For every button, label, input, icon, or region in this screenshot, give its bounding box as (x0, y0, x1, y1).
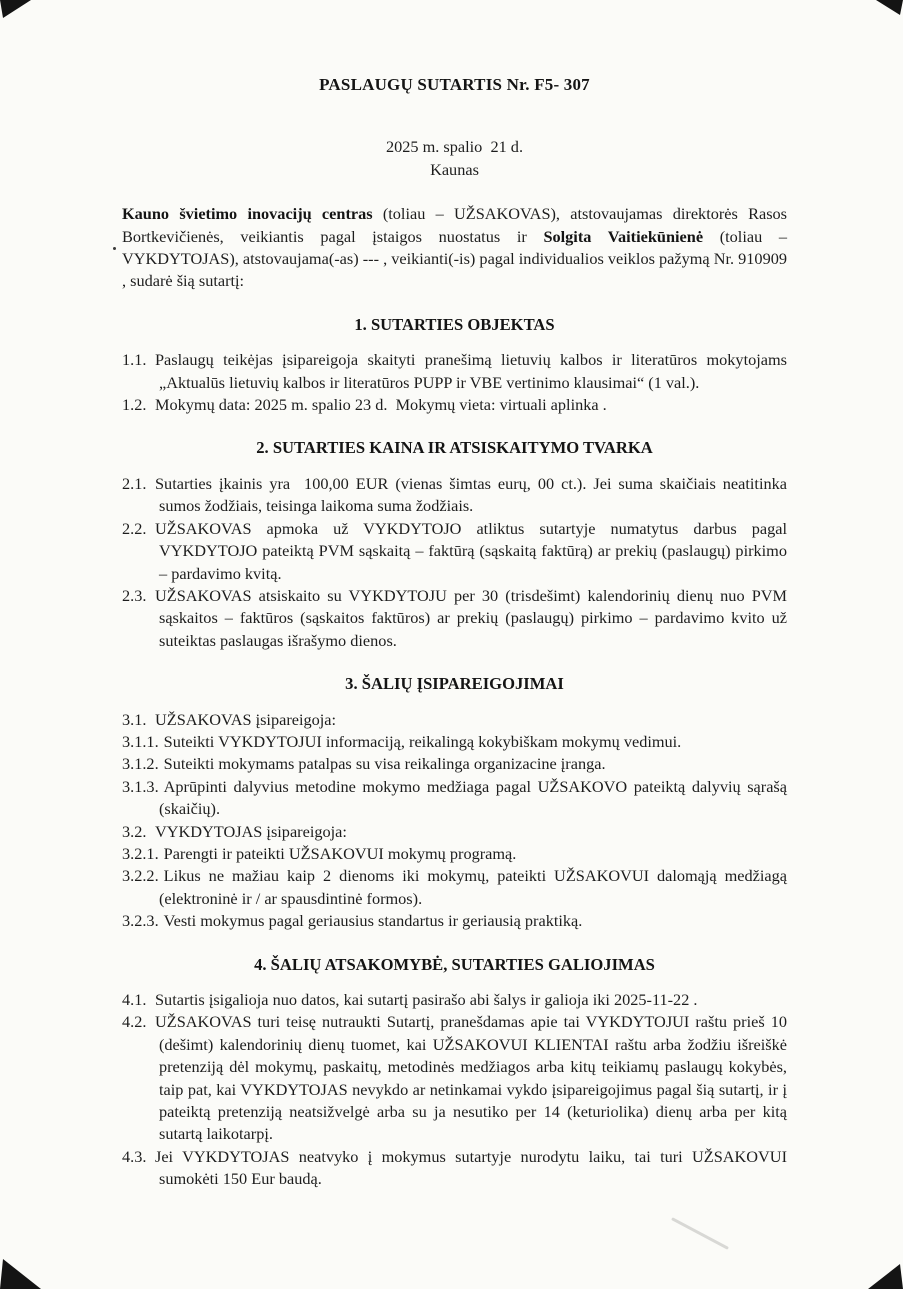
clause (122, 776, 787, 821)
scan-smudge (671, 1217, 729, 1250)
clause-text: Sutarties įkainis yra 100,00 EUR (vienas šimtas eurų, 00 ct.). Jei suma skaičiais neatitinka sumos žodžiais, teisinga laikoma suma žodžiais. (155, 473, 787, 516)
clause (122, 394, 787, 416)
clause (122, 865, 787, 910)
clause-number: 3.2.2. (122, 866, 159, 886)
intro-segment-2: (toliau – VYKDYTOJAS), atstovaujama(-as) --- , veikianti(-is) pagal individualios veiklos pažymą Nr. 910909 , sudarė šią sutartį: (122, 226, 788, 291)
clause-text: Jei VYKDYTOJAS neatvyko į mokymus sutartyje nurodytu laiku, tai turi UŽSAKOVUI sumokėti 150 Eur baudą. (155, 1146, 787, 1189)
clause-text: Aprūpinti dalyvius metodine mokymo medžiaga pagal UŽSAKOVO pateiktą dalyvių sąrašą (skaičių). (159, 776, 787, 819)
clause-text: VYKDYTOJAS įsipareigoja: (155, 821, 347, 841)
clause (122, 843, 787, 865)
clause-text: UŽSAKOVAS atsiskaito su VYKDYTOJU per 30 (trisdešimt) kalendorinių dienų nuo PVM sąskaitos – faktūros (sąskaitos faktūros) ar prekių (paslaugų) pirkimo – pardavimo kvito už suteiktas paslaugas išrašymo dienos. (155, 585, 787, 650)
clause (122, 1011, 787, 1145)
clause (122, 1146, 787, 1191)
clause (122, 349, 787, 394)
scan-speck (113, 247, 116, 250)
date-line: 2025 m. spalio 21 d. (385, 137, 524, 157)
section-1 (122, 314, 787, 417)
party2-name: Solgita Vaitiekūnienė (543, 226, 704, 246)
clause-text: Vesti mokymus pagal geriausius standartus ir geriausią praktiką. (163, 911, 583, 931)
city-line: Kaunas (430, 159, 479, 179)
intro-paragraph (122, 203, 787, 293)
scan-artifact-corner-top-left (0, 0, 31, 21)
clause-number: 3.1. (122, 709, 147, 729)
clause-number: 4.3. (122, 1146, 147, 1166)
clause-number: 3.1.2. (122, 754, 159, 774)
section-heading: 4. ŠALIŲ ATSAKOMYBĖ, SUTARTIES GALIOJIMAS (254, 954, 655, 974)
clause-number: 2.3. (122, 585, 147, 605)
section-heading: 1. SUTARTIES OBJEKTAS (354, 314, 555, 334)
section-heading: 2. SUTARTIES KAINA IR ATSISKAITYMO TVARKA (256, 438, 653, 458)
clause-text: UŽSAKOVAS turi teisę nutraukti Sutartį, pranešdamas apie tai VYKDYTOJUI raštu prieš 10 (dešimt) kalendorinių dienų tuomet, kai UŽSAKOVUI KLIENTAI raštu arba žodžiu išreiškė pretenziją dėl mokymų, paskaitų, metodinės medžiagos arba kitų teikiamų paslaugų kokybės, taip pat, kai VYKDYTOJAS nevykdo ar netinkamai vykdo įsipareigojimus pagal šią sutartį, ir į pateiktą pretenziją neatsižvelgė arba su ja nesutiko per 14 (keturiolika) dienų arba per kitą sutartą laikotarpį. (155, 1012, 787, 1144)
clause (122, 910, 787, 932)
clause (122, 709, 787, 731)
clause-text: Likus ne mažiau kaip 2 dienoms iki mokymų, pateikti UŽSAKOVUI dalomąją medžiagą (elektroninė ir / ar spausdintinė formos). (159, 866, 787, 908)
clause-text: Parengti ir pateikti UŽSAKOVUI mokymų programą. (163, 843, 517, 863)
clause-number: 3.2.1. (122, 843, 159, 863)
scan-artifact-corner-bottom-left (0, 1256, 41, 1289)
clause-text: UŽSAKOVAS apmoka už VYKDYTOJO atliktus sutartyje numatytus darbus pagal VYKDYTOJO pateiktą PVM sąskaitą – faktūrą (sąskaitą faktūrą) ar prekių (paslaugų) pirkimo – pardavimo kvitą. (155, 518, 787, 583)
clause-number: 4.2. (122, 1012, 147, 1032)
clause (122, 753, 787, 775)
section-3 (122, 673, 787, 932)
clause (122, 585, 787, 652)
clause (122, 731, 787, 753)
clause-text: Paslaugų teikėjas įsipareigoja skaityti pranešimą lietuvių kalbos ir literatūros mokytojams „Aktualūs lietuvių kalbos ir literatūros PUPP ir VBE vertinimo klausimai“ (1 val.). (155, 350, 787, 392)
scan-artifact-corner-bottom-right (868, 1261, 903, 1289)
section-2 (122, 437, 787, 652)
clause-number: 1.2. (122, 395, 147, 415)
clause-number: 1.1. (122, 350, 147, 370)
section-heading: 3. ŠALIŲ ĮSIPAREIGOJIMAI (345, 674, 564, 694)
clause-number: 3.2.3. (122, 911, 159, 931)
clause-number: 2.2. (122, 518, 147, 538)
clause-number: 3.1.1. (122, 731, 159, 751)
clause-text: Suteikti mokymams patalpas su visa reikalinga organizacine įranga. (163, 754, 606, 774)
clause (122, 989, 787, 1011)
intro-segment-1: (toliau – UŽSAKOVAS), atstovaujamas direktorės Rasos Bortkevičienės, veikiantis pagal įstaigos nuostatus ir (122, 204, 788, 246)
clause-number: 2.1. (122, 473, 147, 493)
contract-title: PASLAUGŲ SUTARTIS Nr. F5- 307 (319, 75, 590, 94)
clause-number: 3.2. (122, 821, 147, 841)
clause-text: Sutartis įsigalioja nuo datos, kai sutartį pasirašo abi šalys ir galioja iki 2025-11-22 . (155, 990, 698, 1009)
clause (122, 473, 787, 518)
clause (122, 518, 787, 585)
clause-text: UŽSAKOVAS įsipareigoja: (155, 709, 337, 729)
clause-number: 4.1. (122, 990, 147, 1009)
clause (122, 821, 787, 843)
clause-text: Mokymų data: 2025 m. spalio 23 d. Mokymų vieta: virtuali aplinka . (155, 395, 607, 415)
scan-artifact-corner-top-right (876, 0, 903, 18)
clause-text: Suteikti VYKDYTOJUI informaciją, reikalingą kokybiškam mokymų vedimui. (163, 731, 682, 751)
section-4 (122, 954, 787, 1191)
party1-name: Kauno švietimo inovacijų centras (122, 204, 373, 224)
clause-number: 3.1.3. (122, 776, 159, 796)
